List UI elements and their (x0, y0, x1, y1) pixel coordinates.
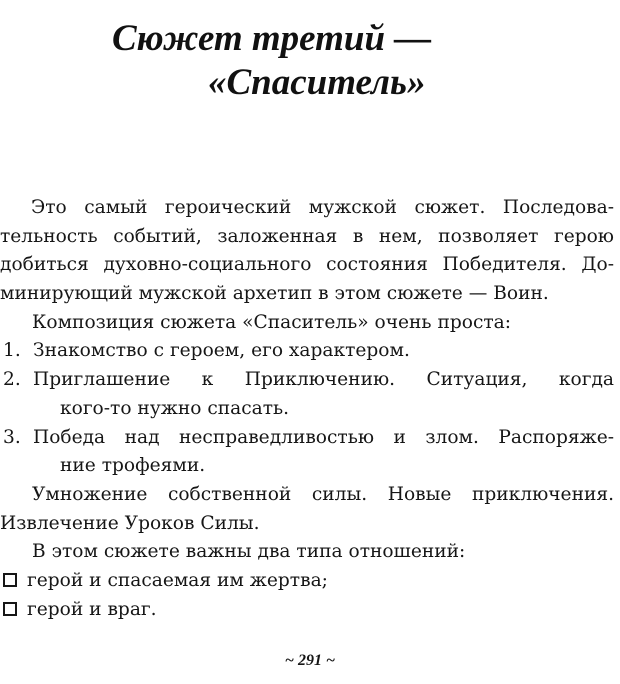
list-number: 2. (3, 369, 21, 391)
relations-intro: В этом сюжете важны два типа отношений: (32, 541, 466, 563)
text-line: Это самый героический мужской сюжет. Последова- (31, 197, 614, 218)
list-text: Приглашение к Приключению. Ситуация, когда (33, 369, 614, 391)
list-text: Знакомство с героем, его характером. (33, 340, 410, 362)
checkbox-text: герой и спасаемая им жертва; (27, 569, 328, 591)
list-number: 1. (3, 340, 21, 362)
text-line: минирующий мужской архетип в этом сюжете — Воин. (0, 283, 549, 305)
text-line: Извлечение Уроков Силы. (0, 512, 260, 534)
chapter-title-line-1: Сюжет третий — (112, 18, 432, 59)
checkbox-item (0, 596, 614, 625)
list-item (0, 366, 614, 395)
checkbox-item (0, 567, 614, 596)
composition-intro: Композиция сюжета «Спаситель» очень проста: (32, 311, 512, 333)
list-number: 3. (3, 426, 21, 448)
text-line: Умножение собственной силы. Новые приключения. (32, 483, 614, 505)
list-text: Победа над несправедливостью и злом. Распоряже- (33, 426, 614, 448)
list-item (0, 337, 614, 366)
checkbox-text: герой и враг. (27, 598, 157, 620)
list-text-continued: кого-то нужно спасать. (60, 397, 290, 419)
checkbox-square-icon (3, 602, 17, 616)
chapter-body (0, 194, 614, 624)
text-line: добиться духовно-социального состояния Победителя. До- (0, 254, 614, 276)
list-item (0, 424, 614, 453)
page-number: ~ 291 ~ (284, 652, 336, 669)
checkbox-square-icon (3, 573, 17, 587)
text-line: тельность событий, заложенная в нем, позволяет герою (0, 225, 614, 247)
list-text-continued: ние трофеями. (60, 455, 206, 477)
chapter-title-line-2: «Спаситель» (208, 62, 426, 103)
